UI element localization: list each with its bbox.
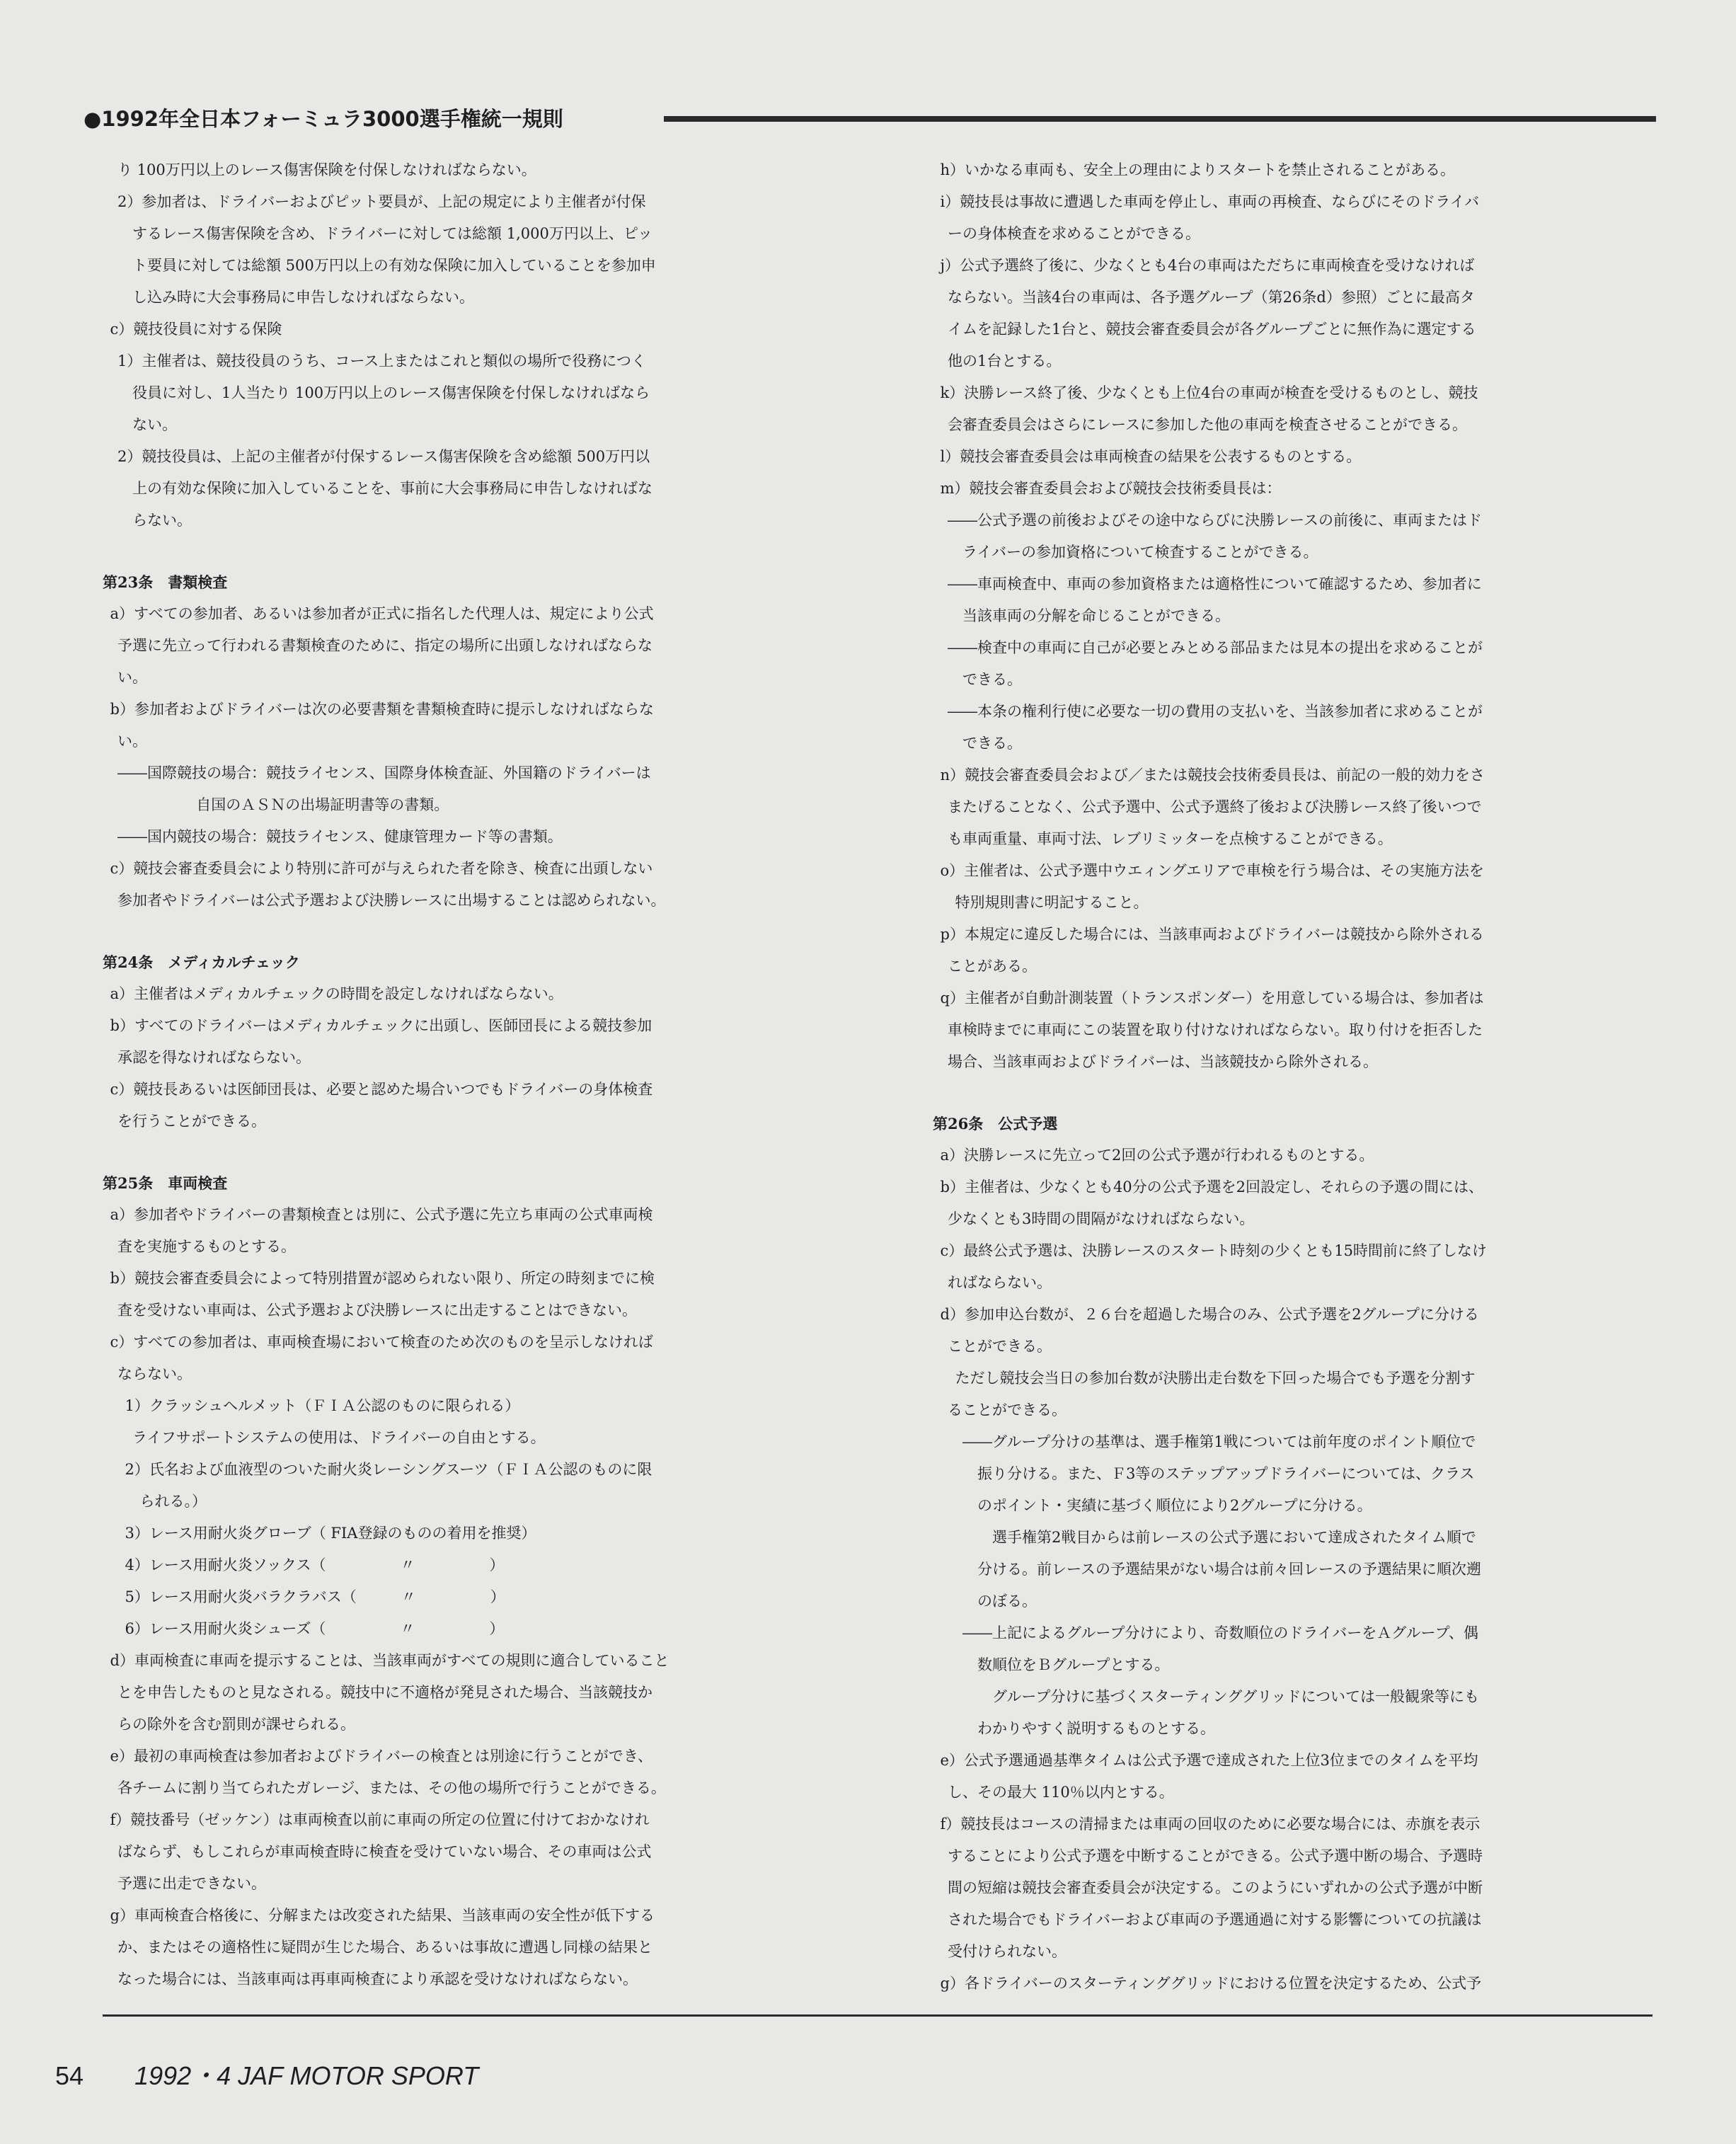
text-line: とを申告したものと見なされる。競技中に不適格が発見された場合、当該競技か (117, 1684, 653, 1701)
text-line: 4）レース用耐火炎ソックス（ 〃 ） (125, 1557, 505, 1573)
text-line: ――上記によるグループ分けにより、奇数順位のドライバーをＡグループ、偶 (962, 1624, 1478, 1641)
magazine-name: 1992・4 JAF MOTOR SPORT (134, 2061, 479, 2090)
text-line: e）公式予選通過基準タイムは公式予選で達成された上位3位までのタイムを平均 (940, 1752, 1478, 1769)
text-line: a）すべての参加者、あるいは参加者が正式に指名した代理人は、規定により公式 (110, 605, 654, 622)
text-line: c）最終公式予選は、決勝レースのスタート時刻の少くとも15時間前に終了しなけ (940, 1242, 1487, 1259)
text-line: 5）レース用耐火炎バラクラバス（ 〃 ） (125, 1588, 505, 1605)
text-line: p）本規定に違反した場合には、当該車両およびドライバーは競技から除外される (940, 926, 1484, 943)
text-line: 査を受けない車両は、公式予選および決勝レースに出走することはできない。 (117, 1302, 637, 1319)
text-line: ――本条の権利行使に必要な一切の費用の支払いを、当該参加者に求めることが (948, 703, 1483, 720)
text-line: ばならず、もしこれらが車両検査時に検査を受けていない場合、その車両は公式 (117, 1843, 652, 1860)
text-line: い。 (117, 669, 147, 686)
text-line: ――車両検査中、車両の参加資格または適格性について確認するため、参加者に (948, 575, 1482, 592)
text-line: a）主催者はメディカルチェックの時間を設定しなければならない。 (110, 985, 563, 1002)
text-line: ならない。当該4台の車両は、各予選グループ（第26条d）参照）ごとに最高タ (948, 289, 1475, 306)
text-line: のぼる。 (977, 1593, 1037, 1610)
text-line: ればならない。 (948, 1274, 1052, 1291)
left-column (103, 154, 853, 1995)
text-line: ことがある。 (948, 958, 1037, 975)
text-line: 参加者やドライバーは公式予選および決勝レースに出場することは認められない。 (117, 892, 666, 909)
header-rule (664, 116, 1656, 122)
right-column (933, 154, 1683, 2000)
text-line: またげることなく、公式予選中、公式予選終了後および決勝レース終了後いつで (948, 798, 1482, 815)
text-line: することにより公式予選を中断することができる。公式予選中断の場合、予選時 (948, 1847, 1483, 1864)
text-line: ――検査中の車両に自己が必要とみとめる部品または見本の提出を求めることが (948, 639, 1483, 656)
text-line: できる。 (962, 735, 1022, 752)
text-line: c）すべての参加者は、車両検査場において検査のため次のものを呈示しなければ (110, 1334, 653, 1351)
text-line: 役員に対し、1人当たり 100万円以上のレース傷害保険を付保しなければなら (132, 384, 650, 401)
text-line: a）決勝レースに先立って2回の公式予選が行われるものとする。 (940, 1147, 1374, 1164)
text-line: ト要員に対しては総額 500万円以上の有効な保険に加入していることを参加申 (132, 257, 656, 274)
text-line: m）競技会審査委員会および競技会技術委員長は： (940, 480, 1282, 497)
text-line: 2）参加者は、ドライバーおよびピット要員が、上記の規定により主催者が付保 (117, 193, 646, 210)
text-line: ライフサポートシステムの使用は、ドライバーの自由とする。 (132, 1429, 546, 1446)
text-line: わかりやすく説明するものとする。 (977, 1720, 1215, 1737)
text-line: 車検時までに車両にこの装置を取り付けなければならない。取り付けを拒否した (948, 1021, 1483, 1038)
text-line: ――公式予選の前後およびその途中ならびに決勝レースの前後に、車両またはド (948, 512, 1482, 529)
text-line: 自国のＡＳＮの出場証明書等の書類。 (196, 796, 449, 813)
page-header (84, 105, 1656, 133)
text-line: 数順位をＢグループとする。 (977, 1656, 1170, 1673)
text-line: のポイント・実績に基づく順位により2グループに分ける。 (977, 1497, 1372, 1514)
text-line: 予選に出走できない。 (117, 1875, 266, 1892)
page-number: 54 (55, 2061, 84, 2090)
text-line: イムを記録した1台と、競技会審査委員会が各グループごとに無作為に選定する (948, 321, 1476, 338)
text-line: ――国際競技の場合：競技ライセンス、国際身体検査証、外国籍のドライバーは (117, 764, 651, 781)
text-line: 2）競技役員は、上記の主催者が付保するレース傷害保険を含め総額 500万円以 (117, 448, 650, 465)
text-line: 上の有効な保険に加入していることを、事前に大会事務局に申告しなければな (132, 480, 653, 497)
text-line: い。 (117, 733, 147, 750)
text-line: 3）レース用耐火炎グローブ（ FIA登録のものの着用を推奨） (125, 1525, 536, 1542)
text-line: ことができる。 (948, 1338, 1052, 1355)
text-line: ただし競技会当日の参加台数が決勝出走台数を下回った場合でも予選を分割す (955, 1370, 1476, 1387)
text-line: ――国内競技の場合：競技ライセンス、健康管理カード等の書類。 (117, 828, 563, 845)
text-line: ならない。 (117, 1365, 192, 1382)
text-line: b）すべてのドライバーはメディカルチェックに出頭し、医師団長による競技参加 (110, 1017, 653, 1034)
text-line: 予選に先立って行われる書類検査のために、指定の場所に出頭しなければならな (117, 637, 653, 654)
text-line: 分ける。前レースの予選結果がない場合は前々回レースの予選結果に順次遡 (977, 1561, 1481, 1578)
text-line: ーの身体検査を求めることができる。 (948, 225, 1200, 242)
text-line: か、またはその適格性に疑問が生じた場合、あるいは事故に遭遇し同様の結果と (117, 1939, 653, 1956)
text-line: k）決勝レース終了後、少なくとも上位4台の車両が検査を受けるものとし、競技 (940, 384, 1478, 401)
footer-rule (103, 2014, 1652, 2017)
text-line: l）競技会審査委員会は車両検査の結果を公表するものとする。 (940, 448, 1362, 465)
text-line: ない。 (132, 416, 177, 433)
text-line: 1）主催者は、競技役員のうち、コース上またはこれと類似の場所で役務につく (117, 352, 646, 369)
text-line: も車両重量、車両寸法、レブリミッターを点検することができる。 (948, 830, 1393, 847)
text-line: b）参加者およびドライバーは次の必要書類を書類検査時に提示しなければならな (110, 701, 654, 718)
text-line: 受付けられない。 (948, 1943, 1067, 1960)
text-line: 査を実施するものとする。 (117, 1238, 296, 1255)
text-line: 選手権第2戦目からは前レースの公式予選において達成されたタイム順で (992, 1529, 1476, 1546)
text-line: c）競技役員に対する保険 (110, 321, 282, 338)
text-line: a）参加者やドライバーの書類検査とは別に、公式予選に先立ち車両の公式車両検 (110, 1206, 653, 1223)
text-line: 当該車両の分解を命じることができる。 (962, 607, 1230, 624)
text-line: られる。） (139, 1493, 207, 1510)
text-line: ライバーの参加資格について検査することができる。 (962, 544, 1318, 561)
text-line: d）車両検査に車両を提示することは、当該車両がすべての規則に適合していること (110, 1652, 669, 1669)
text-line: f）競技長はコースの清掃または車両の回収のために必要な場合には、赤旗を表示 (940, 1816, 1481, 1833)
text-line: d）参加申込台数が、２６台を超過した場合のみ、公式予選を2グループに分ける (940, 1306, 1479, 1323)
text-line: らの除外を含む罰則が課せられる。 (117, 1716, 355, 1733)
text-line: q）主催者が自動計測装置（トランスポンダー）を用意している場合は、参加者は (940, 990, 1484, 1007)
text-line: b）主催者は、少なくとも40分の公式予選を2回設定し、それらの予選の間には、 (940, 1179, 1484, 1196)
text-line: e）最初の車両検査は参加者およびドライバーの検査とは別途に行うことができ、 (110, 1748, 653, 1765)
text-line: し込み時に大会事務局に申告しなければならない。 (132, 289, 474, 306)
article-heading: 第23条 書類検査 (103, 573, 228, 591)
text-line: グループ分けに基づくスターティンググリッドについては一般観衆等にも (992, 1688, 1479, 1705)
text-line: g）車両検査合格後に、分解または改変された結果、当該車両の安全性が低下する (110, 1907, 655, 1924)
text-line: 承認を得なければならない。 (117, 1049, 311, 1066)
text-line: するレース傷害保険を含め、ドライバーに対しては総額 1,000万円以上、ピッ (132, 225, 653, 242)
text-line: ることができる。 (948, 1401, 1067, 1418)
text-line: h）いかなる車両も、安全上の理由によりスタートを禁止されることがある。 (940, 161, 1456, 178)
text-line: し、その最大 110％以内とする。 (948, 1784, 1174, 1801)
text-line: 会審査委員会はさらにレースに参加した他の車両を検査させることができる。 (948, 416, 1467, 433)
text-line: を行うことができる。 (117, 1113, 266, 1130)
text-line: らない。 (132, 512, 192, 529)
text-line: 2）氏名および血液型のついた耐火炎レーシングスーツ（ＦＩＡ公認のものに限 (125, 1461, 653, 1478)
text-line: 間の短縮は競技会審査委員会が決定する。このようにいずれかの公式予選が中断 (948, 1879, 1483, 1896)
text-line: り 100万円以上のレース傷害保険を付保しなければならない。 (117, 161, 536, 178)
text-line: f）競技番号（ゼッケン）は車両検査以前に車両の所定の位置に付けておかなけれ (110, 1811, 650, 1828)
text-line: c）競技長あるいは医師団長は、必要と認めた場合いつでもドライバーの身体検査 (110, 1081, 653, 1098)
text-line: された場合でもドライバーおよび車両の予選通過に対する影響についての抗議は (948, 1911, 1482, 1928)
text-line: 1）クラッシュヘルメット（ＦＩＡ公認のものに限られる） (125, 1397, 520, 1414)
text-line: 6）レース用耐火炎シューズ（ 〃 ） (125, 1620, 505, 1637)
article-heading: 第26条 公式予選 (933, 1115, 1058, 1133)
text-line: c）競技会審査委員会により特別に許可が与えられた者を除き、検査に出頭しない (110, 860, 653, 877)
text-line: 特別規則書に明記すること。 (955, 894, 1149, 911)
article-heading: 第25条 車両検査 (103, 1174, 228, 1192)
text-line: 他の1台とする。 (948, 352, 1062, 369)
text-line: できる。 (962, 671, 1022, 688)
text-line: 振り分ける。また、Ｆ3等のステップアップドライバーについては、クラス (977, 1465, 1475, 1482)
text-line: 場合、当該車両およびドライバーは、当該競技から除外される。 (948, 1053, 1378, 1070)
article-heading: 第24条 メディカルチェック (103, 953, 300, 971)
text-line: i）競技長は事故に遭遇した車両を停止し、車両の再検査、ならびにそのドライバ (940, 193, 1480, 210)
text-line: j）公式予選終了後に、少なくとも4台の車両はただちに車両検査を受けなければ (940, 257, 1475, 274)
text-line: ――グループ分けの基準は、選手権第1戦については前年度のポイント順位で (962, 1433, 1476, 1450)
text-line: b）競技会審査委員会によって特別措置が認められない限り、所定の時刻までに検 (110, 1270, 655, 1287)
text-line: n）競技会審査委員会および／または競技会技術委員長は、前記の一般的効力をさ (940, 767, 1485, 784)
section-title: ●1992年全日本フォーミュラ3000選手権統一規則 (84, 107, 563, 131)
page-footer (55, 2056, 478, 2092)
text-line: 少なくとも3時間の間隔がなければならない。 (948, 1210, 1255, 1227)
text-line: なった場合には、当該車両は再車両検査により承認を受けなければならない。 (117, 1971, 638, 1988)
text-line: o）主催者は、公式予選中ウエィングエリアで車検を行う場合は、その実施方法を (940, 862, 1484, 879)
text-line: 各チームに割り当てられたガレージ、または、その他の場所で行うことができる。 (117, 1779, 666, 1796)
text-line: g）各ドライバーのスターティンググリッドにおける位置を決定するため、公式予 (940, 1975, 1482, 1992)
